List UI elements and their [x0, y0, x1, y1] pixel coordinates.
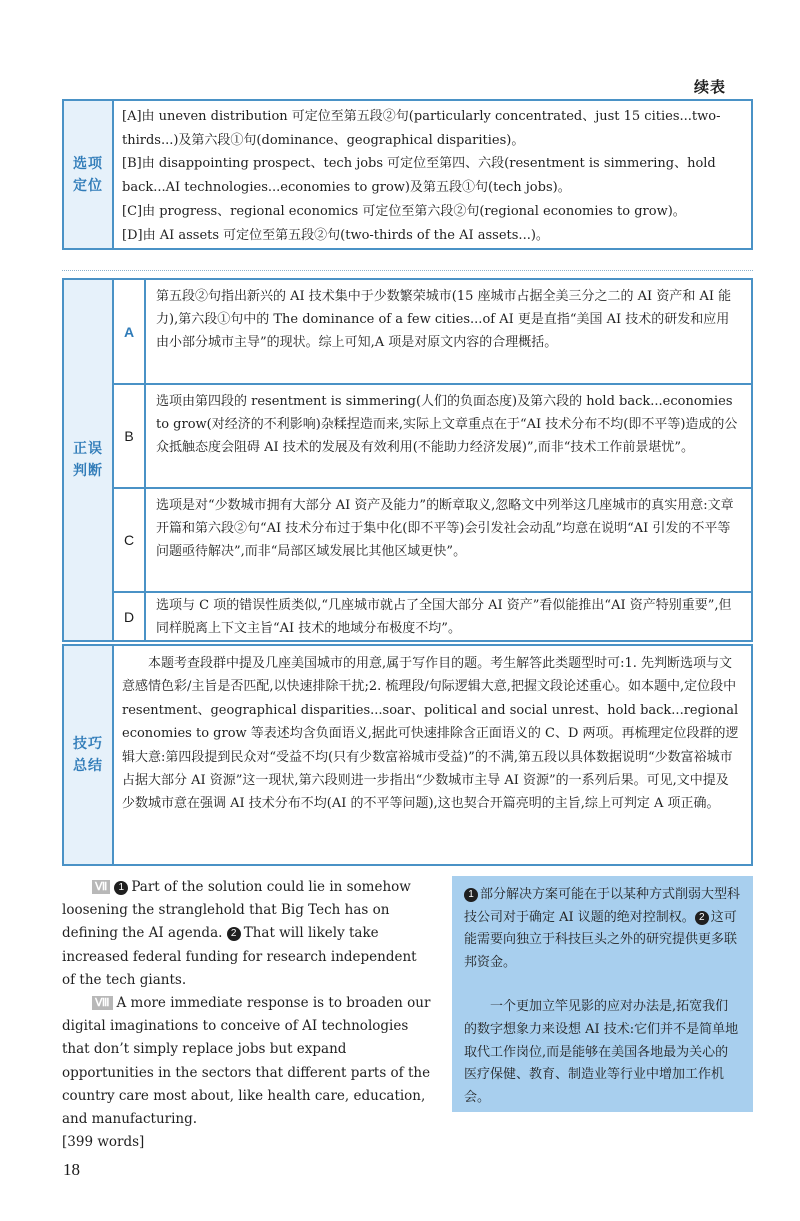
- judgment-box: [62, 278, 753, 642]
- paragraph-7-sentence-2: That will likely take increased federal funding for research independent of the tech giants.: [62, 925, 417, 988]
- judgment-row-b: [114, 385, 751, 489]
- judgment-label: [64, 280, 114, 640]
- judgment-text-a: 第五段②句指出新兴的 AI 技术集中于少数繁荣城市(15 座城市占据全美三分之二的 AI 资产和 AI 能力),第六段①句中的 The dominance of a few cities...of AI 更是直指“美国 AI 技术的研发和应用由小部分城市主导”的现状。综上可知,A 项是对原文内容的合理概括。: [156, 289, 732, 351]
- translation-sentence-1-marker: 1: [464, 888, 478, 902]
- option-locate-label-line1: 选项: [73, 155, 103, 172]
- judgment-label-line2: 判断: [73, 463, 103, 479]
- judgment-letter-d: D: [114, 593, 146, 640]
- judgment-text-d: 选项与 C 项的错误性质类似,“几座城市就占了全国大部分 AI 资产”看似能推出“AI 资产特别重要”,但同样脱离上下文主旨“AI 技术的地域分布极度不均”。: [156, 598, 732, 637]
- tips-label: [64, 646, 114, 864]
- translation-paragraph-8: 一个更加立竿见影的应对办法是,拓宽我们的数字想象力来设想 AI 技术:它们并不是简单地取代工作岗位,而是能够在美国各地最为关心的医疗保健、教育、制造业等行业中增加工作机会。: [464, 999, 739, 1105]
- judgment-row-d: [114, 593, 751, 640]
- option-locate-label-line2: 定位: [73, 177, 103, 194]
- paragraph-7-marker: Ⅶ: [92, 880, 110, 894]
- option-locate-content: [114, 101, 751, 248]
- translation-sentence-2: 这可能需要向独立于科技巨头之外的研究提供更多联邦资金。: [464, 909, 738, 970]
- section-divider: [62, 270, 753, 271]
- option-locate-label: [64, 101, 114, 248]
- page-number: 18: [63, 1160, 80, 1179]
- judgment-letter-b: B: [114, 385, 146, 487]
- continued-label: 续表: [693, 78, 726, 96]
- tips-box: [62, 644, 753, 866]
- sentence-2-marker: 2: [227, 927, 241, 941]
- locate-item-a: [A]由 uneven distribution 可定位至第五段②句(particularly concentrated、just 15 cities...two-thirds...)及第六段①句(dominance、geographical disparities)。: [122, 109, 721, 148]
- locate-item-b: [B]由 disappointing prospect、tech jobs 可定位至第四、六段(resentment is simmering、hold back...AI technologies...economies to grow)及第五段①句(tech jobs)。: [122, 156, 716, 196]
- translation-box: [452, 876, 753, 1112]
- translation-sentence-2-marker: 2: [695, 911, 709, 925]
- judgment-rows: [114, 280, 751, 640]
- word-count: [399 words]: [62, 1134, 145, 1151]
- locate-item-d: [D]由 AI assets 可定位至第五段②句(two-thirds of the AI assets...)。: [122, 227, 549, 243]
- judgment-label-line1: 正误: [73, 441, 103, 457]
- paragraph-7-sentence-1: Part of the solution could lie in somehow loosening the stranglehold that Big Tech has on defining the AI agenda.: [62, 879, 411, 942]
- paragraph-8: [62, 992, 434, 1131]
- judgment-text-c: 选项是对“少数城市拥有大部分 AI 资产及能力”的断章取义,忽略文中列举这几座城市的真实用意:文章开篇和第六段②句“AI 技术分布过于集中化(即不平等)会引发社会动乱”均意在说明“AI 引发的不平等问题亟待解决”,而非“局部区域发展比其他区域更快”。: [156, 498, 734, 560]
- tips-content: [114, 646, 751, 864]
- paragraph-8-marker: Ⅷ: [92, 996, 113, 1010]
- paragraph-8-text: A more immediate response is to broaden our digital imaginations to conceive of AI technologies that don’t simply replace jobs but expand opportunities in the sectors that different parts of the country care most about, like health care, education, and manufacturing.: [62, 995, 431, 1128]
- judgment-row-c: [114, 489, 751, 593]
- judgment-row-a: [114, 280, 751, 385]
- judgment-letter-c: C: [114, 489, 146, 591]
- judgment-letter-a: A: [114, 280, 146, 383]
- tips-label-line1: 技巧: [73, 736, 103, 752]
- translation-sentence-1: 部分解决方案可能在于以某种方式削弱大型科技公司对于确定 AI 议题的绝对控制权。: [464, 887, 741, 925]
- tips-label-line2: 总结: [73, 758, 103, 774]
- option-locate-box: [62, 99, 753, 250]
- judgment-text-b: 选项由第四段的 resentment is simmering(人们的负面态度)及第六段的 hold back...economies to grow(对经济的不利影响)杂糅捏造而来,实际上文章重点在于“AI 技术分布不均(即不平等)造成的公众抵触态度会阻碍 AI 技术的发展及有效利用(不能助力经济发展)”,而非“技术工作前景堪忧”。: [156, 394, 738, 456]
- locate-item-c: [C]由 progress、regional economics 可定位至第六段②句(regional economies to grow)。: [122, 203, 686, 219]
- paragraph-7: [62, 876, 434, 992]
- english-passage: [62, 876, 434, 1154]
- sentence-1-marker: 1: [114, 881, 128, 895]
- translation-paragraph-7: [464, 884, 741, 974]
- tips-text: 本题考查段群中提及几座美国城市的用意,属于写作目的题。考生解答此类题型时可:1. 先判断选项与文意感情色彩/主旨是否匹配,以快速排除干扰;2. 梳理段/句际逻辑大意,把握文段论述重心。如本题中,定位段中 resentment、geographical disparities...soar、political and social unrest、hold back...regional economies to grow 等表述均含负面语义,据此可快速排除含正面语义的 C、D 两项。再梳理定位段群的逻辑大意:第四段提到民众对“受益不均(只有少数富裕城市受益)”的不满,第五段以具体数据说明“少数富裕城市占据大部分 AI 资源”这一现状,第六段则进一步指出“少数城市主导 AI 资源”的一系列后果。可见,文中提及少数城市意在强调 AI 技术分布不均(AI 的不平等问题),这也契合开篇亮明的主旨,综上可判定 A 项正确。: [122, 656, 739, 812]
